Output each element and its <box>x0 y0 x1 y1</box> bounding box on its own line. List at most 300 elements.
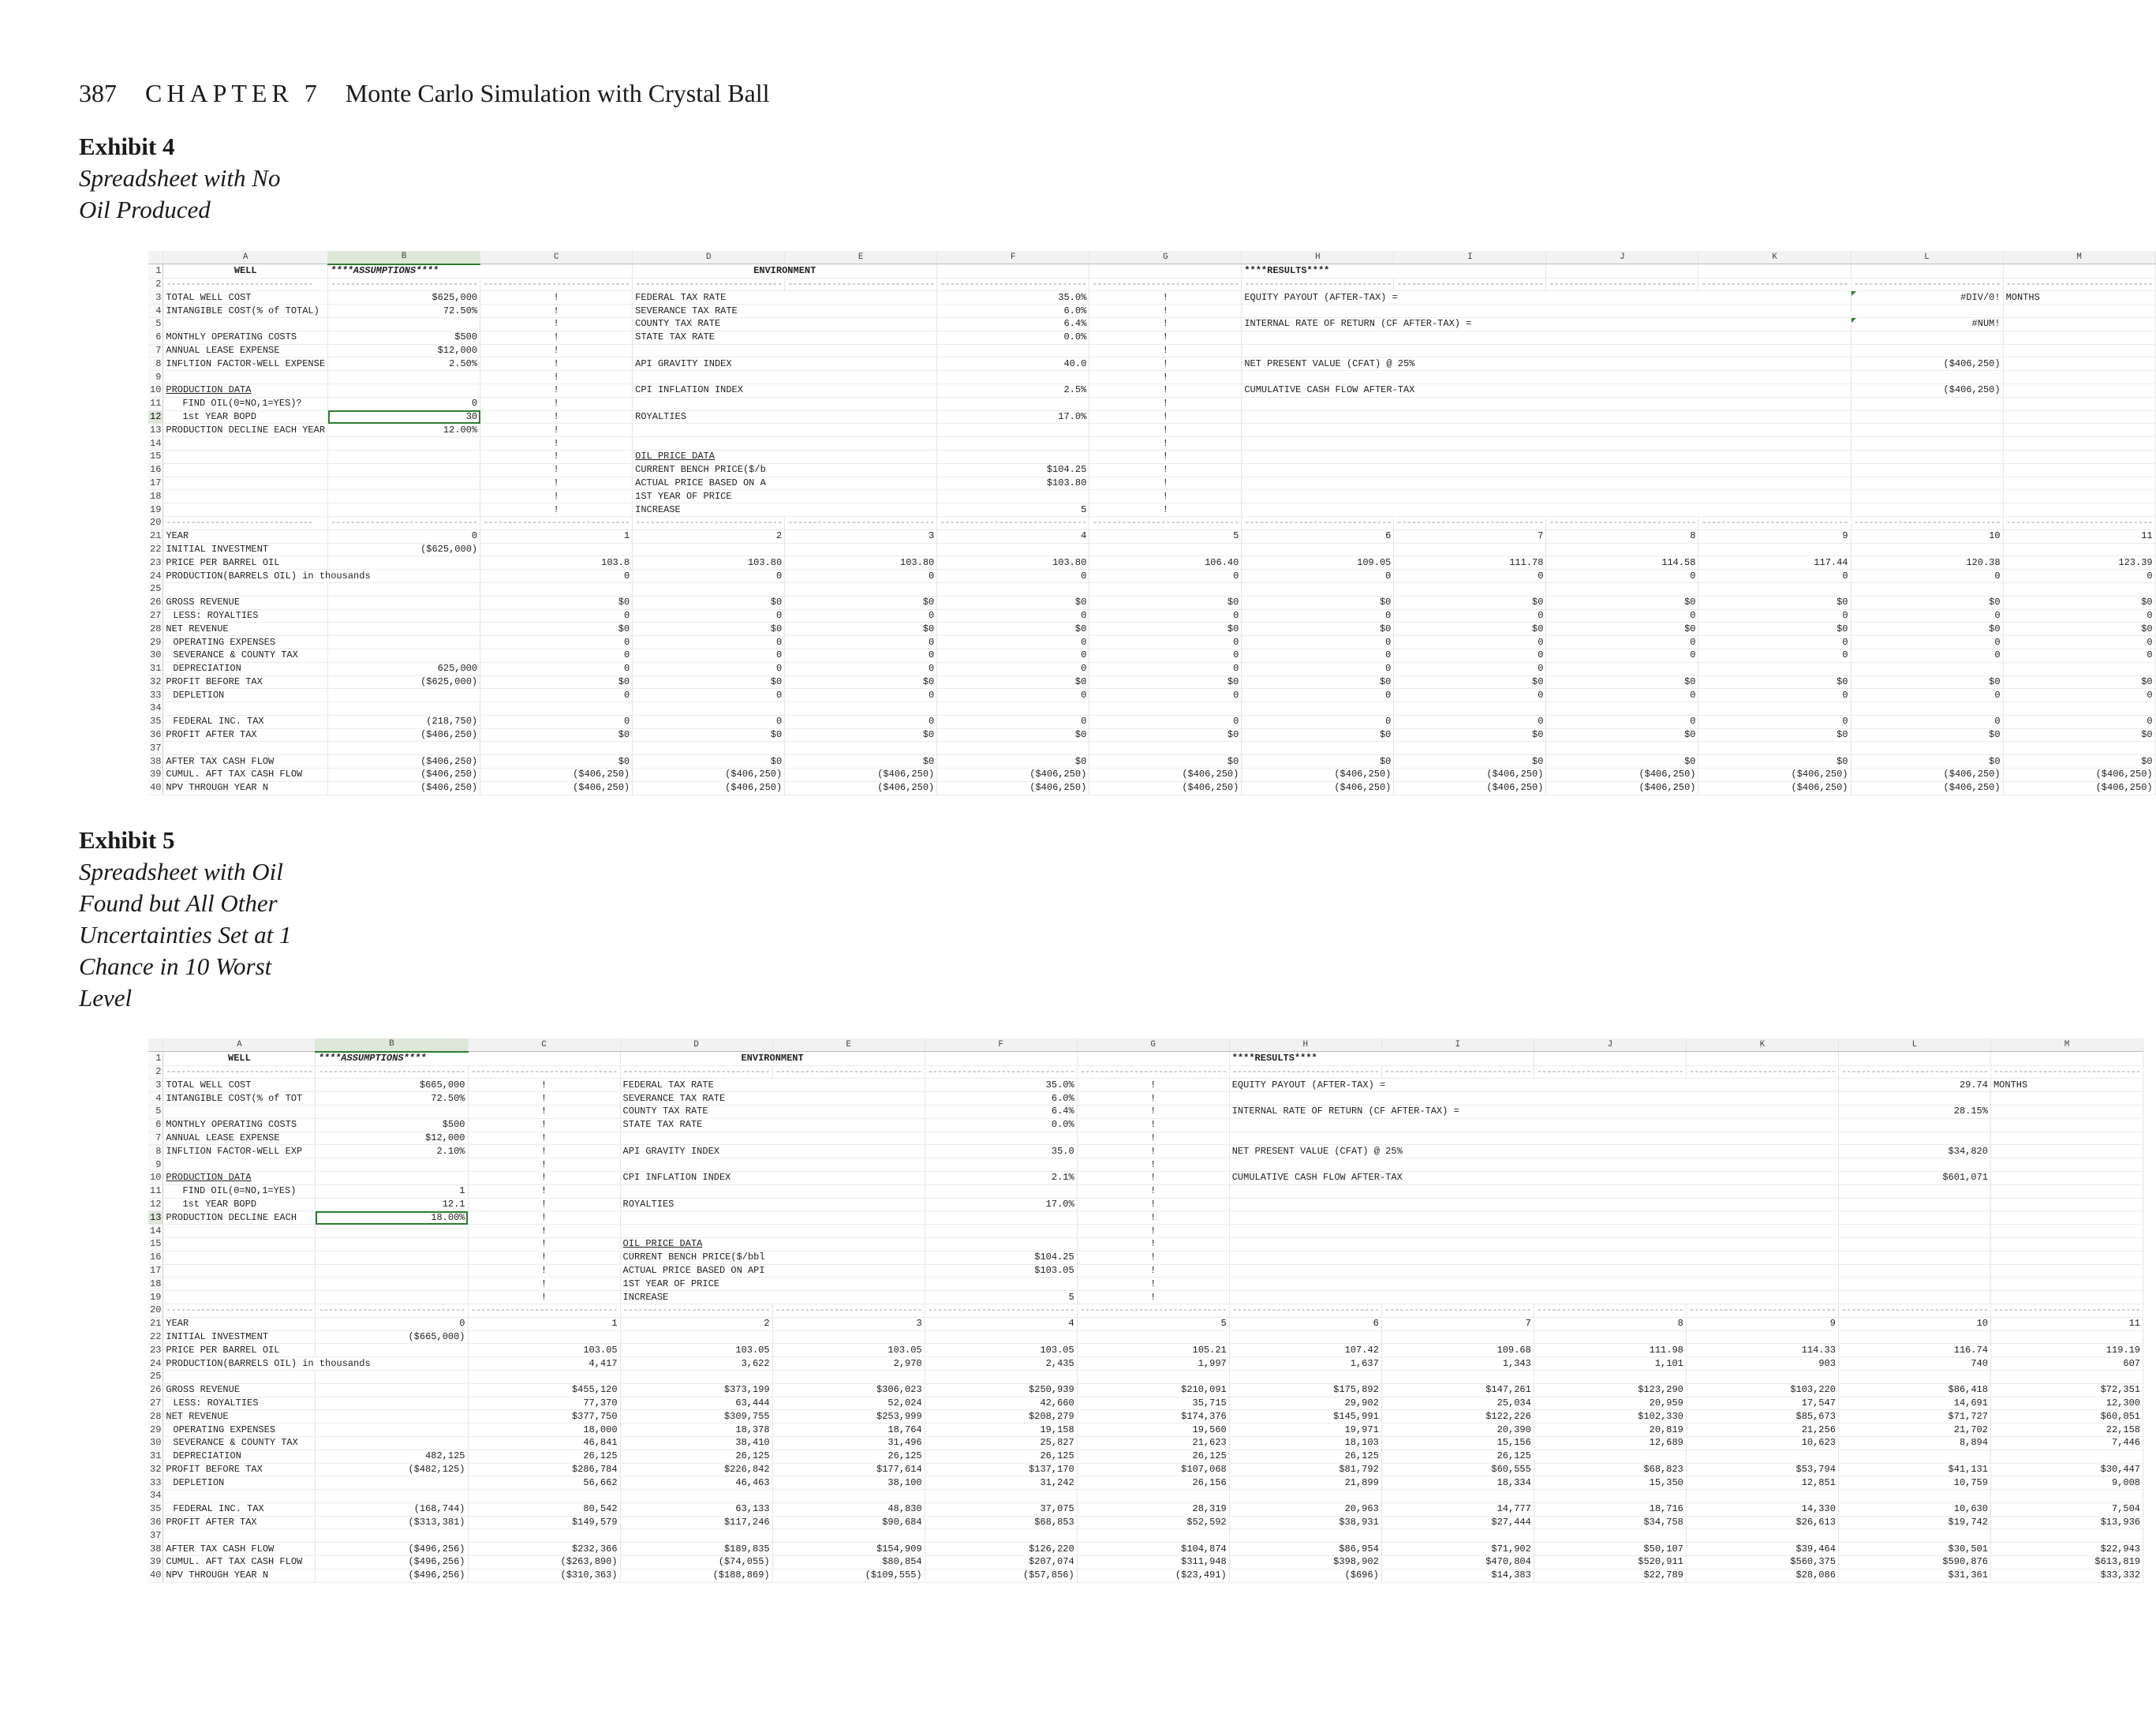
corner-cell[interactable] <box>148 251 163 264</box>
cell-h9[interactable] <box>1242 371 1851 384</box>
data-cell[interactable]: $52,592 <box>1077 1516 1229 1529</box>
data-cell[interactable]: 0 <box>633 689 785 702</box>
separator-cell[interactable]: ------------------------------ <box>163 1065 316 1079</box>
data-cell[interactable]: 120.38 <box>1851 556 2003 570</box>
data-cell[interactable]: 0 <box>785 570 937 583</box>
data-cell[interactable]: 11 <box>1990 1317 2143 1330</box>
data-cell[interactable]: 9 <box>1686 1317 1838 1330</box>
cell-a18[interactable] <box>163 490 328 503</box>
data-cell[interactable]: 38,410 <box>620 1436 772 1450</box>
row-number[interactable]: 33 <box>148 1476 163 1490</box>
data-cell[interactable]: $0 <box>1242 623 1394 636</box>
cell-a14[interactable] <box>163 1225 316 1238</box>
data-cell[interactable] <box>1534 1529 1686 1543</box>
row-number[interactable]: 14 <box>148 1225 163 1238</box>
data-cell[interactable]: $0 <box>785 623 937 636</box>
row-number[interactable]: 9 <box>148 1158 163 1172</box>
cell-h7[interactable] <box>1242 344 1851 357</box>
data-cell[interactable] <box>772 1490 925 1503</box>
data-cell[interactable]: 1,997 <box>1077 1357 1229 1371</box>
data-cell[interactable]: 80,542 <box>468 1502 620 1516</box>
cell-a9[interactable] <box>163 371 328 384</box>
row-number[interactable]: 2 <box>148 1065 163 1079</box>
row-number[interactable]: 34 <box>148 702 163 716</box>
cell-a11[interactable]: FIND OIL(0=NO,1=YES)? <box>163 397 328 410</box>
row-number[interactable]: 17 <box>148 477 163 490</box>
cell-m9[interactable] <box>2003 371 2155 384</box>
row-number[interactable]: 3 <box>148 1079 163 1092</box>
data-cell[interactable]: ($406,250) <box>1089 769 1242 782</box>
data-cell[interactable]: 0 <box>1242 662 1394 675</box>
data-cell[interactable]: 14,330 <box>1686 1502 1838 1516</box>
row-number[interactable]: 26 <box>148 1383 163 1397</box>
row-number[interactable]: 27 <box>148 1397 163 1410</box>
cell-a31[interactable]: DEPRECIATION <box>163 662 328 675</box>
data-cell[interactable]: $613,819 <box>1990 1556 2143 1570</box>
data-cell[interactable]: 0 <box>2003 649 2155 662</box>
data-cell[interactable]: 0 <box>937 649 1089 662</box>
cell-h19[interactable] <box>1242 503 1851 517</box>
cell-l1[interactable] <box>1838 1052 1990 1065</box>
cell-m4[interactable] <box>2003 305 2155 318</box>
data-cell[interactable]: 1 <box>468 1317 620 1330</box>
data-cell[interactable]: $0 <box>1242 596 1394 609</box>
cell-b10[interactable] <box>328 383 480 397</box>
data-cell[interactable]: 2 <box>620 1317 772 1330</box>
cell-a1[interactable]: WELL <box>163 1052 316 1065</box>
cell-f13[interactable] <box>937 424 1089 437</box>
cell-a12[interactable]: 1st YEAR BOPD <box>163 410 328 424</box>
cell-h13[interactable] <box>1229 1211 1838 1225</box>
row-number[interactable]: 10 <box>148 1171 163 1184</box>
cell-a4[interactable]: INTANGIBLE COST(% of TOTAL) <box>163 305 328 318</box>
data-cell[interactable] <box>1686 1490 1838 1503</box>
data-cell[interactable]: 0 <box>316 1317 468 1330</box>
data-cell[interactable]: 0 <box>480 715 633 728</box>
separator-cell[interactable]: ------------------------------ <box>1229 1065 1381 1079</box>
cell-d16[interactable]: CURRENT BENCH PRICE($/b <box>633 463 937 477</box>
data-cell[interactable] <box>633 582 785 596</box>
data-cell[interactable] <box>1242 742 1394 755</box>
data-cell[interactable]: 0 <box>2003 689 2155 702</box>
cell-h16[interactable] <box>1242 463 1851 477</box>
data-cell[interactable] <box>468 1490 620 1503</box>
cell-a17[interactable] <box>163 1264 316 1278</box>
data-cell[interactable]: 1,101 <box>1534 1357 1686 1371</box>
row-number[interactable]: 30 <box>148 649 163 662</box>
cell-c8[interactable]: ! <box>468 1145 620 1158</box>
data-cell[interactable]: $0 <box>1546 755 1698 769</box>
data-cell[interactable]: $0 <box>1394 596 1546 609</box>
cell-a8[interactable]: INFLTION FACTOR-WELL EXPENSE <box>163 357 328 371</box>
cell-f11[interactable] <box>937 397 1089 410</box>
separator-cell[interactable]: ------------------------------ <box>1077 1304 1229 1317</box>
cell-a25[interactable] <box>163 1370 316 1383</box>
separator-cell[interactable]: ------------------------------ <box>633 278 785 291</box>
data-cell[interactable]: 0 <box>1394 649 1546 662</box>
data-cell[interactable]: 0 <box>1394 570 1546 583</box>
data-cell[interactable]: ($406,250) <box>480 781 633 795</box>
data-cell[interactable] <box>1089 543 1242 556</box>
data-cell[interactable] <box>1851 582 2003 596</box>
cell-b19[interactable] <box>328 503 480 517</box>
cell-c12[interactable]: ! <box>468 1198 620 1211</box>
cell-a5[interactable] <box>163 1105 316 1118</box>
cell-f12[interactable]: 17.0% <box>937 410 1089 424</box>
data-cell[interactable]: 3,622 <box>620 1357 772 1371</box>
data-cell[interactable]: 42,660 <box>925 1397 1077 1410</box>
cell-a12[interactable]: 1st YEAR BOPD <box>163 1198 316 1211</box>
data-cell[interactable] <box>620 1529 772 1543</box>
cell-c11[interactable]: ! <box>480 397 633 410</box>
cell-b16[interactable] <box>328 463 480 477</box>
data-cell[interactable]: $41,131 <box>1838 1463 1990 1476</box>
cell-l5[interactable]: #NUM! <box>1851 317 2003 331</box>
cell-g11[interactable]: ! <box>1077 1184 1229 1198</box>
column-header-a[interactable]: A <box>163 1038 316 1052</box>
data-cell[interactable]: 116.74 <box>1838 1344 1990 1357</box>
data-cell[interactable]: 0 <box>785 662 937 675</box>
cell-h17[interactable] <box>1242 477 1851 490</box>
data-cell[interactable] <box>468 1529 620 1543</box>
cell-a18[interactable] <box>163 1278 316 1291</box>
data-cell[interactable]: 25,034 <box>1381 1397 1534 1410</box>
data-cell[interactable] <box>328 689 480 702</box>
data-cell[interactable]: $0 <box>633 675 785 689</box>
separator-cell[interactable]: ------------------------------ <box>772 1065 925 1079</box>
data-cell[interactable] <box>633 702 785 716</box>
data-cell[interactable]: 0 <box>1242 715 1394 728</box>
cell-b11[interactable]: 1 <box>316 1184 468 1198</box>
cell-a28[interactable]: NET REVENUE <box>163 623 328 636</box>
data-cell[interactable] <box>468 1370 620 1383</box>
cell-g14[interactable]: ! <box>1089 437 1242 451</box>
separator-cell[interactable]: ------------------------------ <box>480 516 633 529</box>
cell-a31[interactable]: DEPRECIATION <box>163 1450 316 1463</box>
data-cell[interactable]: $38,931 <box>1229 1516 1381 1529</box>
cell-l16[interactable] <box>1838 1251 1990 1264</box>
row-number[interactable]: 23 <box>148 1344 163 1357</box>
cell-g9[interactable]: ! <box>1077 1158 1229 1172</box>
data-cell[interactable] <box>620 1490 772 1503</box>
cell-h1[interactable]: ****RESULTS**** <box>1242 264 1546 278</box>
row-number[interactable]: 6 <box>148 1118 163 1132</box>
data-cell[interactable] <box>1229 1529 1381 1543</box>
data-cell[interactable] <box>1394 543 1546 556</box>
data-cell[interactable] <box>1686 1450 1838 1463</box>
separator-cell[interactable]: ------------------------------ <box>1242 516 1394 529</box>
cell-m19[interactable] <box>2003 503 2155 517</box>
data-cell[interactable]: 0 <box>1089 570 1242 583</box>
cell-f10[interactable]: 2.5% <box>937 383 1089 397</box>
cell-h5[interactable]: INTERNAL RATE OF RETURN (CF AFTER-TAX) = <box>1242 317 1851 331</box>
data-cell[interactable]: 12,689 <box>1534 1436 1686 1450</box>
cell-b6[interactable]: $500 <box>328 331 480 344</box>
cell-c18[interactable]: ! <box>468 1278 620 1291</box>
data-cell[interactable]: ($23,491) <box>1077 1569 1229 1582</box>
cell-f6[interactable]: 0.0% <box>925 1118 1077 1132</box>
cell-l9[interactable] <box>1851 371 2003 384</box>
row-number[interactable]: 7 <box>148 344 163 357</box>
cell-f15[interactable] <box>937 450 1089 463</box>
data-cell[interactable]: $398,902 <box>1229 1556 1381 1570</box>
data-cell[interactable]: $0 <box>1394 623 1546 636</box>
data-cell[interactable]: $0 <box>937 675 1089 689</box>
cell-c15[interactable]: ! <box>480 450 633 463</box>
cell-h11[interactable] <box>1229 1184 1838 1198</box>
separator-cell[interactable]: ------------------------------ <box>772 1304 925 1317</box>
data-cell[interactable]: 0 <box>480 689 633 702</box>
cell-f12[interactable]: 17.0% <box>925 1198 1077 1211</box>
cell-h8[interactable]: NET PRESENT VALUE (CFAT) @ 25% <box>1229 1145 1838 1158</box>
cell-a14[interactable] <box>163 437 328 451</box>
data-cell[interactable]: 107.42 <box>1229 1344 1381 1357</box>
data-cell[interactable]: ($74,055) <box>620 1556 772 1570</box>
data-cell[interactable]: 20,959 <box>1534 1397 1686 1410</box>
data-cell[interactable]: 0 <box>1546 649 1698 662</box>
cell-m14[interactable] <box>1990 1225 2143 1238</box>
cell-c14[interactable]: ! <box>468 1225 620 1238</box>
separator-cell[interactable]: ------------------------------ <box>1838 1065 1990 1079</box>
cell-h15[interactable] <box>1242 450 1851 463</box>
separator-cell[interactable]: ------------------------------ <box>1089 516 1242 529</box>
data-cell[interactable]: 123.39 <box>2003 556 2155 570</box>
cell-b8[interactable]: 2.50% <box>328 357 480 371</box>
separator-cell[interactable]: ------------------------------ <box>1546 516 1698 529</box>
cell-b18[interactable] <box>316 1278 468 1291</box>
column-header-d[interactable]: D <box>620 1038 772 1052</box>
row-number[interactable]: 1 <box>148 1052 163 1065</box>
cell-d15[interactable]: OIL PRICE DATA <box>633 450 937 463</box>
cell-c8[interactable]: ! <box>480 357 633 371</box>
data-cell[interactable]: 0 <box>937 636 1089 649</box>
data-cell[interactable]: 103.80 <box>785 556 937 570</box>
data-cell[interactable]: 26,125 <box>468 1450 620 1463</box>
data-cell[interactable]: 0 <box>1089 715 1242 728</box>
data-cell[interactable]: $560,375 <box>1686 1556 1838 1570</box>
data-cell[interactable]: ($496,256) <box>316 1556 468 1570</box>
cell-a19[interactable] <box>163 503 328 517</box>
data-cell[interactable]: 52,024 <box>772 1397 925 1410</box>
cell-a26[interactable]: GROSS REVENUE <box>163 596 328 609</box>
cell-d5[interactable]: COUNTY TAX RATE <box>633 317 937 331</box>
data-cell[interactable]: 0 <box>1698 689 1851 702</box>
separator-cell[interactable]: ------------------------------ <box>620 1065 772 1079</box>
cell-m7[interactable] <box>1990 1132 2143 1145</box>
data-cell[interactable]: $0 <box>480 755 633 769</box>
data-cell[interactable]: 77,370 <box>468 1397 620 1410</box>
cell-b5[interactable] <box>328 317 480 331</box>
cell-c10[interactable]: ! <box>480 383 633 397</box>
cell-f7[interactable] <box>937 344 1089 357</box>
separator-cell[interactable]: ------------------------------ <box>633 516 785 529</box>
cell-m6[interactable] <box>1990 1118 2143 1132</box>
data-cell[interactable]: $0 <box>937 623 1089 636</box>
cell-d18[interactable]: 1ST YEAR OF PRICE <box>620 1278 925 1291</box>
cell-l19[interactable] <box>1838 1291 1990 1304</box>
separator-cell[interactable]: ------------------------------ <box>1990 1065 2143 1079</box>
cell-f17[interactable]: $103.80 <box>937 477 1089 490</box>
data-cell[interactable]: 18,716 <box>1534 1502 1686 1516</box>
data-cell[interactable] <box>2003 702 2155 716</box>
cell-g1[interactable] <box>1077 1052 1229 1065</box>
cell-b18[interactable] <box>328 490 480 503</box>
cell-g18[interactable]: ! <box>1089 490 1242 503</box>
cell-b12[interactable]: 12.1 <box>316 1198 468 1211</box>
data-cell[interactable]: $0 <box>633 623 785 636</box>
cell-b11[interactable]: 0 <box>328 397 480 410</box>
row-number[interactable]: 25 <box>148 582 163 596</box>
data-cell[interactable]: 18,764 <box>772 1424 925 1437</box>
cell-a36[interactable]: PROFIT AFTER TAX <box>163 728 328 742</box>
cell-d4[interactable]: SEVERANCE TAX RATE <box>620 1092 925 1106</box>
cell-l18[interactable] <box>1851 490 2003 503</box>
data-cell[interactable]: 26,156 <box>1077 1476 1229 1490</box>
data-cell[interactable] <box>1698 702 1851 716</box>
data-cell[interactable]: ($406,250) <box>2003 769 2155 782</box>
data-cell[interactable] <box>468 1330 620 1344</box>
separator-cell[interactable]: ------------------------------ <box>1534 1065 1686 1079</box>
data-cell[interactable]: 0 <box>1698 570 1851 583</box>
cell-b16[interactable] <box>316 1251 468 1264</box>
cell-g19[interactable]: ! <box>1077 1291 1229 1304</box>
data-cell[interactable] <box>480 582 633 596</box>
cell-h12[interactable] <box>1229 1198 1838 1211</box>
data-cell[interactable]: 37,075 <box>925 1502 1077 1516</box>
cell-d14[interactable] <box>633 437 937 451</box>
data-cell[interactable]: 0 <box>1089 609 1242 623</box>
data-cell[interactable]: $250,939 <box>925 1383 1077 1397</box>
row-number[interactable]: 31 <box>148 1450 163 1463</box>
cell-a21[interactable]: YEAR <box>163 529 328 543</box>
data-cell[interactable]: $71,902 <box>1381 1543 1534 1556</box>
data-cell[interactable] <box>1838 1450 1990 1463</box>
data-cell[interactable]: 21,256 <box>1686 1424 1838 1437</box>
data-cell[interactable]: 17,547 <box>1686 1397 1838 1410</box>
data-cell[interactable]: $0 <box>1546 596 1698 609</box>
row-number[interactable]: 24 <box>148 570 163 583</box>
data-cell[interactable]: $19,742 <box>1838 1516 1990 1529</box>
separator-cell[interactable]: ------------------------------ <box>620 1304 772 1317</box>
data-cell[interactable]: $80,854 <box>772 1556 925 1570</box>
cell-g3[interactable]: ! <box>1089 291 1242 305</box>
cell-a37[interactable] <box>163 1529 316 1543</box>
data-cell[interactable]: 0 <box>1851 649 2003 662</box>
cell-h14[interactable] <box>1242 437 1851 451</box>
cell-b13[interactable]: 12.00% <box>328 424 480 437</box>
cell-m9[interactable] <box>1990 1158 2143 1172</box>
data-cell[interactable]: ($406,250) <box>785 769 937 782</box>
data-cell[interactable]: $14,383 <box>1381 1569 1534 1582</box>
data-cell[interactable] <box>1851 742 2003 755</box>
data-cell[interactable] <box>1546 582 1698 596</box>
data-cell[interactable]: 0 <box>1089 689 1242 702</box>
cell-f3[interactable]: 35.0% <box>937 291 1089 305</box>
data-cell[interactable] <box>785 582 937 596</box>
data-cell[interactable] <box>1851 543 2003 556</box>
separator-cell[interactable]: ------------------------------ <box>468 1304 620 1317</box>
data-cell[interactable]: 1 <box>480 529 633 543</box>
cell-d17[interactable]: ACTUAL PRICE BASED ON API <box>620 1264 925 1278</box>
data-cell[interactable]: 25,827 <box>925 1436 1077 1450</box>
data-cell[interactable] <box>328 623 480 636</box>
data-cell[interactable]: 18,103 <box>1229 1436 1381 1450</box>
data-cell[interactable]: 21,623 <box>1077 1436 1229 1450</box>
cell-m5[interactable] <box>2003 317 2155 331</box>
data-cell[interactable]: $0 <box>1698 675 1851 689</box>
cell-b5[interactable] <box>316 1105 468 1118</box>
cell-l12[interactable] <box>1851 410 2003 424</box>
separator-cell[interactable]: ------------------------------ <box>1686 1065 1838 1079</box>
data-cell[interactable]: 0 <box>1394 662 1546 675</box>
cell-f9[interactable] <box>937 371 1089 384</box>
data-cell[interactable]: $13,936 <box>1990 1516 2143 1529</box>
cell-h12[interactable] <box>1242 410 1851 424</box>
data-cell[interactable]: 14,777 <box>1381 1502 1534 1516</box>
row-number[interactable]: 35 <box>148 715 163 728</box>
row-number[interactable]: 15 <box>148 450 163 463</box>
data-cell[interactable]: $0 <box>633 755 785 769</box>
row-number[interactable]: 29 <box>148 636 163 649</box>
data-cell[interactable]: $147,261 <box>1381 1383 1534 1397</box>
data-cell[interactable]: 10,623 <box>1686 1436 1838 1450</box>
data-cell[interactable]: $33,332 <box>1990 1569 2143 1582</box>
row-number[interactable]: 18 <box>148 1278 163 1291</box>
data-cell[interactable] <box>1686 1529 1838 1543</box>
separator-cell[interactable]: ------------------------------ <box>1242 278 1394 291</box>
row-number[interactable]: 36 <box>148 1516 163 1529</box>
separator-cell[interactable]: ------------------------------ <box>1381 1304 1534 1317</box>
cell-l11[interactable] <box>1851 397 2003 410</box>
data-cell[interactable]: $137,170 <box>925 1463 1077 1476</box>
cell-d8[interactable]: API GRAVITY INDEX <box>633 357 937 371</box>
cell-b10[interactable] <box>316 1171 468 1184</box>
separator-cell[interactable]: ------------------------------ <box>1546 278 1698 291</box>
cell-h1[interactable]: ****RESULTS**** <box>1229 1052 1534 1065</box>
cell-c4[interactable]: ! <box>468 1092 620 1106</box>
cell-a10[interactable]: PRODUCTION DATA <box>163 383 328 397</box>
cell-d19[interactable]: INCREASE <box>620 1291 925 1304</box>
cell-h6[interactable] <box>1229 1118 1838 1132</box>
data-cell[interactable]: ($406,250) <box>1851 769 2003 782</box>
data-cell[interactable]: $0 <box>785 755 937 769</box>
cell-h7[interactable] <box>1229 1132 1838 1145</box>
data-cell[interactable]: $28,086 <box>1686 1569 1838 1582</box>
data-cell[interactable]: $72,351 <box>1990 1383 2143 1397</box>
data-cell[interactable]: 46,841 <box>468 1436 620 1450</box>
data-cell[interactable]: $0 <box>1394 675 1546 689</box>
data-cell[interactable]: 103.05 <box>620 1344 772 1357</box>
cell-f16[interactable]: $104.25 <box>937 463 1089 477</box>
cell-a19[interactable] <box>163 1291 316 1304</box>
cell-d12[interactable]: ROYALTIES <box>633 410 937 424</box>
data-cell[interactable]: 0 <box>633 570 785 583</box>
cell-l3[interactable]: #DIV/0! <box>1851 291 2003 305</box>
cell-d10[interactable]: CPI INFLATION INDEX <box>633 383 937 397</box>
cell-h18[interactable] <box>1242 490 1851 503</box>
data-cell[interactable]: ($625,000) <box>328 675 480 689</box>
data-cell[interactable]: $0 <box>1394 728 1546 742</box>
cell-h10[interactable]: CUMULATIVE CASH FLOW AFTER-TAX <box>1242 383 1851 397</box>
data-cell[interactable]: $0 <box>1089 728 1242 742</box>
data-cell[interactable]: $50,107 <box>1534 1543 1686 1556</box>
cell-b3[interactable]: $625,000 <box>328 291 480 305</box>
data-cell[interactable]: 0 <box>1698 636 1851 649</box>
data-cell[interactable] <box>328 596 480 609</box>
cell-m10[interactable] <box>1990 1171 2143 1184</box>
data-cell[interactable]: 0 <box>1089 636 1242 649</box>
data-cell[interactable]: $0 <box>1242 755 1394 769</box>
